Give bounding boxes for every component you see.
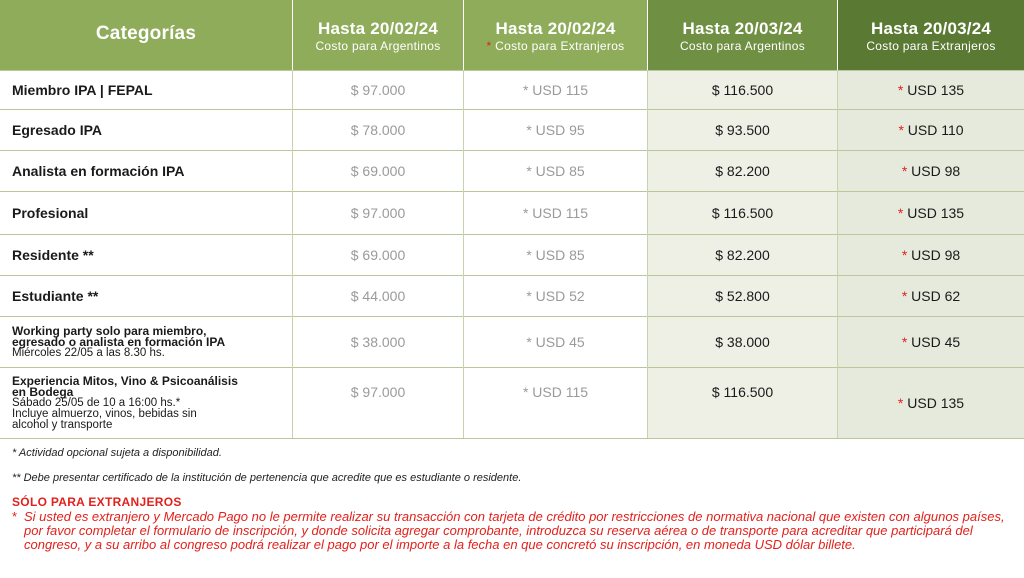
price-value: USD 45 [535,334,585,350]
price-cell [838,368,1024,438]
table-row [0,317,1024,367]
price-value: USD 45 [911,334,961,350]
price-value: USD 115 [532,82,589,98]
note-optional-activity: * Actividad opcional sujeta a disponibilidad. [12,447,222,459]
header-col2-subtitle: Costo para Extranjeros [495,39,625,53]
price-cell: $ 52.800 [648,276,837,316]
price-cell [838,317,1024,367]
col-divider [463,70,464,438]
row-divider [0,234,1024,235]
price-cell [464,192,647,234]
row-category-line: egresado o analista en formación IPA [12,334,226,349]
row-category-line: Experiencia Mitos, Vino & Psicoanálisis [12,373,238,388]
table-row [0,151,1024,191]
col-divider [647,70,648,438]
asterisk: * [898,122,904,138]
price-value: USD 135 [907,395,965,411]
row-divider [0,109,1024,110]
row-category: Residente ** [0,235,292,275]
row-divider [0,191,1024,192]
row-divider [0,275,1024,276]
price-value: USD 115 [532,205,589,221]
asterisk: * [901,288,908,304]
price-value: USD 135 [907,205,965,221]
asterisk: * [526,288,532,304]
header-col3 [648,0,837,70]
asterisk: * [897,82,904,98]
row-category: Estudiante ** [0,276,292,316]
price-cell: $ 38.000 [293,317,463,367]
header-col2-star: * [486,39,492,53]
price-cell: $ 69.000 [293,235,463,275]
header-categorias-label: Categorías [95,23,197,44]
price-cell [464,276,647,316]
price-cell [464,71,647,109]
header-col1-subtitle: Costo para Argentinos [315,39,441,53]
row-divider [0,70,1024,71]
asterisk: * [526,122,532,138]
price-cell: $ 82.200 [648,235,837,275]
header-col2-title: Hasta 20/02/24 [495,19,616,38]
price-value: USD 85 [535,163,585,179]
header-col4-subtitle: Costo para Extranjeros [866,39,996,53]
price-cell: $ 38.000 [648,317,837,367]
asterisk: * [12,509,18,524]
row-category: Egresado IPA [0,110,292,150]
asterisk: * [526,163,532,179]
price-cell [838,151,1024,191]
price-cell: $ 44.000 [293,276,463,316]
price-cell: $ 97.000 [293,71,463,109]
asterisk: * [901,247,908,263]
asterisk: * [526,247,532,263]
asterisk: * [901,334,908,350]
row-category-note: Miércoles 22/05 a las 8.30 hs. [12,346,165,359]
col-divider [292,70,293,438]
price-value: USD 98 [911,247,961,263]
header-col4 [838,0,1024,70]
row-category-line: Working party solo para miembro, [12,323,207,338]
table-row [0,71,1024,109]
price-cell: $ 97.000 [293,192,463,234]
asterisk: * [901,163,908,179]
row-divider [0,316,1024,317]
asterisk: * [526,334,532,350]
price-cell [464,368,647,438]
foreign-notice [12,510,1012,552]
table-row [0,110,1024,150]
price-value: USD 85 [535,247,585,263]
price-value: USD 110 [907,122,964,138]
table-row [0,192,1024,234]
price-cell [838,110,1024,150]
price-value: USD 115 [532,384,589,400]
price-cell: $ 116.500 [648,368,837,438]
price-cell: $ 78.000 [293,110,463,150]
price-cell [838,71,1024,109]
header-col1-title: Hasta 20/02/24 [318,19,438,38]
asterisk: * [522,82,529,98]
price-cell: $ 69.000 [293,151,463,191]
price-cell [464,151,647,191]
row-divider [0,438,1024,439]
header-col1 [293,0,463,70]
foreign-notice-text: Si usted es extranjero y Mercado Pago no le permite realizar su transacción con tarjeta de crédito por restricciones de normativa nacional que existen con algunos países, por favor completar el formulario de inscripción, y donde solicita agregar comprobante, introduzca su reserva aérea o de transporte para acreditar que participará del congreso, y a su arribo al congreso podrá realizar el pago por el importe a la fecha en que concretó su inscripción, en moneda USD dólar billete. [24,509,1005,552]
row-divider [0,367,1024,368]
header-col4-title: Hasta 20/03/24 [871,19,991,38]
row-category-note: Incluye almuerzo, vinos, bebidas sin [12,407,197,420]
price-value: USD 98 [911,163,961,179]
header-col3-title: Hasta 20/03/24 [682,19,803,38]
price-value: USD 62 [911,288,961,304]
header-col2 [464,0,647,70]
note-certificate: ** Debe presentar certificado de la institución de pertenencia que acredite que es estudiante o residente. [12,472,522,484]
price-cell: $ 97.000 [293,368,463,438]
header-col3-subtitle: Costo para Argentinos [679,39,806,53]
price-cell [464,235,647,275]
row-category [0,368,292,438]
row-category: Miembro IPA | FEPAL [0,71,292,109]
asterisk: * [897,395,904,411]
table-row [0,235,1024,275]
asterisk: * [897,205,904,221]
price-value: USD 52 [535,288,585,304]
price-value: USD 135 [907,82,965,98]
row-category: Profesional [0,192,292,234]
price-cell: $ 93.500 [648,110,837,150]
asterisk: * [522,384,529,400]
price-cell [838,276,1024,316]
price-value: USD 95 [535,122,585,138]
table-row [0,368,1024,438]
col-divider [837,70,838,438]
table-row [0,276,1024,316]
row-divider [0,150,1024,151]
price-cell [838,235,1024,275]
price-cell: $ 116.500 [648,71,837,109]
price-cell: $ 82.200 [648,151,837,191]
price-cell [838,192,1024,234]
row-category [0,317,292,367]
price-cell [464,110,647,150]
row-category-line: en Bodega [12,384,74,399]
foreign-title: SÓLO PARA EXTRANJEROS [12,495,182,509]
header-categorias [0,0,292,70]
row-category-note: alcohol y transporte [12,418,113,431]
row-category: Analista en formación IPA [0,151,292,191]
asterisk: * [522,205,529,221]
price-cell [464,317,647,367]
price-cell: $ 116.500 [648,192,837,234]
row-category-note: Sábado 25/05 de 10 a 16:00 hs.* [12,396,181,409]
